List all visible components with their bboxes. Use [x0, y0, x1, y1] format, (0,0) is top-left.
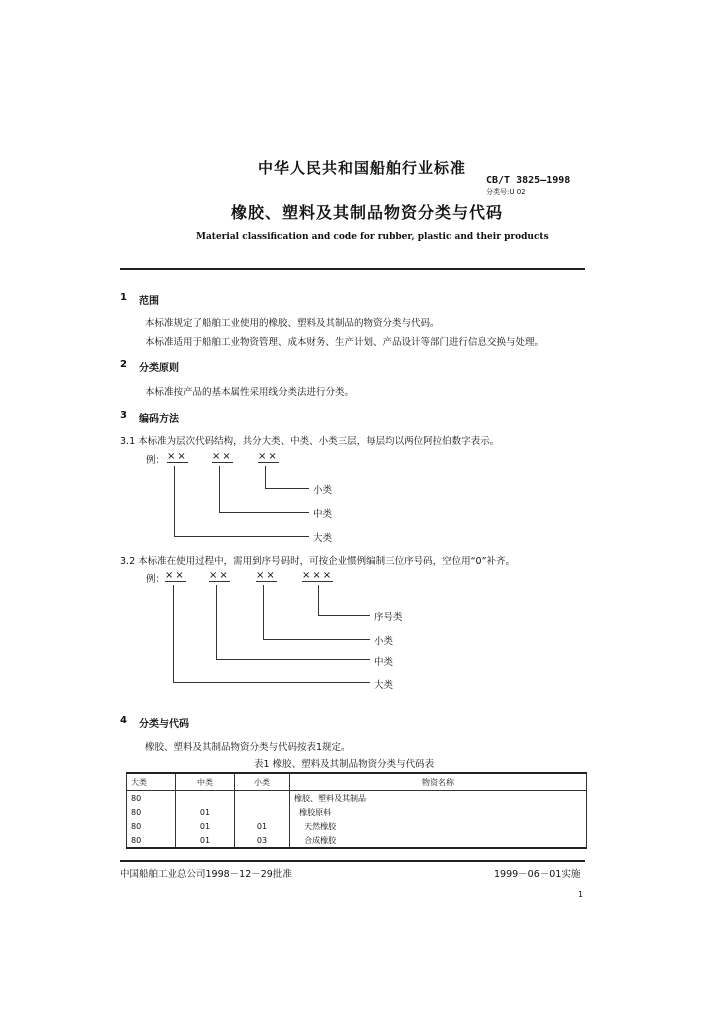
section-1-paragraph-2: 本标准适用于船舶工业物资管理、成本财务、生产计划、产品设计等部门进行信息交换与处理。 [145, 337, 545, 348]
section-2-paragraph: 本标准按产品的基本属性采用线分类法进行分类。 [145, 387, 355, 398]
connector-line [216, 659, 370, 660]
label-middle-class: 中类 [313, 509, 333, 520]
connector-line [216, 585, 217, 659]
connector-line [219, 512, 309, 513]
cell-mid: 01 [176, 833, 235, 848]
example-label-2: 例： [146, 574, 166, 585]
cell-name: 橡胶、塑料及其制品 [290, 791, 587, 806]
code-group-small: ×× [256, 570, 277, 581]
header-mid-class: 中类 [176, 773, 235, 791]
label-sequence: 序号类 [374, 612, 403, 623]
connector-line [174, 536, 309, 537]
table-header-row [127, 773, 587, 791]
connector-line [265, 466, 266, 488]
connector-line [174, 466, 175, 536]
connector-line [173, 682, 370, 683]
section-4-title: 分类与代码 [139, 719, 189, 730]
code-group-mid: ×× [209, 570, 230, 581]
header-divider [120, 268, 585, 270]
connector-line [263, 639, 370, 640]
header-material-name: 物资名称 [290, 773, 587, 791]
section-4-number: 4 [120, 715, 127, 726]
cell-big: 80 [127, 805, 176, 819]
table-row [127, 833, 587, 848]
document-title: 橡胶、塑料及其制品物资分类与代码 [231, 203, 504, 222]
code-group-big: ×× [167, 451, 188, 462]
table-row [127, 819, 587, 833]
section-2-title: 分类原则 [139, 363, 179, 374]
connector-line [263, 585, 264, 639]
section-3-title: 编码方法 [139, 414, 179, 425]
classification-number: 分类号:U 02 [486, 188, 526, 196]
cell-big: 80 [127, 833, 176, 848]
table-row [127, 791, 587, 806]
cell-small [235, 805, 290, 819]
page-number: 1 [578, 890, 584, 899]
section-2-number: 2 [120, 359, 127, 370]
standard-category-title: 中华人民共和国船舶行业标准 [258, 159, 467, 177]
cell-mid: 01 [176, 805, 235, 819]
approval-date: 中国船舶工业总公司1998－12－29批准 [120, 869, 292, 880]
header-big-class: 大类 [127, 773, 176, 791]
effective-date: 1999－06－01实施 [494, 869, 581, 880]
cell-small: 01 [235, 819, 290, 833]
code-group-mid: ×× [212, 451, 233, 462]
cell-big: 80 [127, 819, 176, 833]
code-group-small: ×× [258, 451, 279, 462]
section-1-number: 1 [120, 292, 127, 303]
clause-3-2: 3.2 本标准在使用过程中，需用到序号码时，可按企业惯例编制三位序号码，空位用“0”补齐。 [120, 556, 516, 567]
connector-line [318, 615, 370, 616]
label-small-class: 小类 [313, 485, 333, 496]
english-title: Material classification and code for rubber, plastic and their products [196, 232, 549, 242]
header-small-class: 小类 [235, 773, 290, 791]
footer-divider [120, 860, 585, 862]
label-big-class: 大类 [313, 533, 333, 544]
cell-mid [176, 791, 235, 806]
example-label-1: 例： [146, 455, 166, 466]
classification-table [126, 772, 587, 849]
cell-name: 合成橡胶 [290, 833, 587, 848]
clause-3-1: 3.1 本标准为层次代码结构，共分大类、中类、小类三层，每层均以两位阿拉伯数字表示。 [120, 436, 500, 447]
cell-small [235, 791, 290, 806]
section-3-number: 3 [120, 410, 127, 421]
code-group-sequence: ××× [302, 570, 334, 581]
connector-line [265, 488, 309, 489]
connector-line [318, 585, 319, 615]
section-1-title: 范围 [139, 296, 159, 307]
connector-line [173, 585, 174, 682]
connector-line [219, 466, 220, 513]
table-row [127, 805, 587, 819]
table-caption: 表1 橡胶、塑料及其制品物资分类与代码表 [254, 759, 435, 770]
cell-name: 橡胶原料 [290, 805, 587, 819]
section-4-paragraph: 橡胶、塑料及其制品物资分类与代码按表1规定。 [145, 742, 351, 753]
cell-name: 天然橡胶 [290, 819, 587, 833]
cell-big: 80 [127, 791, 176, 806]
cell-mid: 01 [176, 819, 235, 833]
section-1-paragraph-1: 本标准规定了船舶工业使用的橡胶、塑料及其制品的物资分类与代码。 [145, 318, 440, 329]
standard-code: CB/T 3825—1998 [486, 175, 571, 186]
label-small-class: 小类 [374, 636, 394, 647]
cell-small: 03 [235, 833, 290, 848]
label-middle-class: 中类 [374, 657, 394, 668]
label-big-class: 大类 [374, 680, 394, 691]
code-group-big: ×× [165, 570, 186, 581]
